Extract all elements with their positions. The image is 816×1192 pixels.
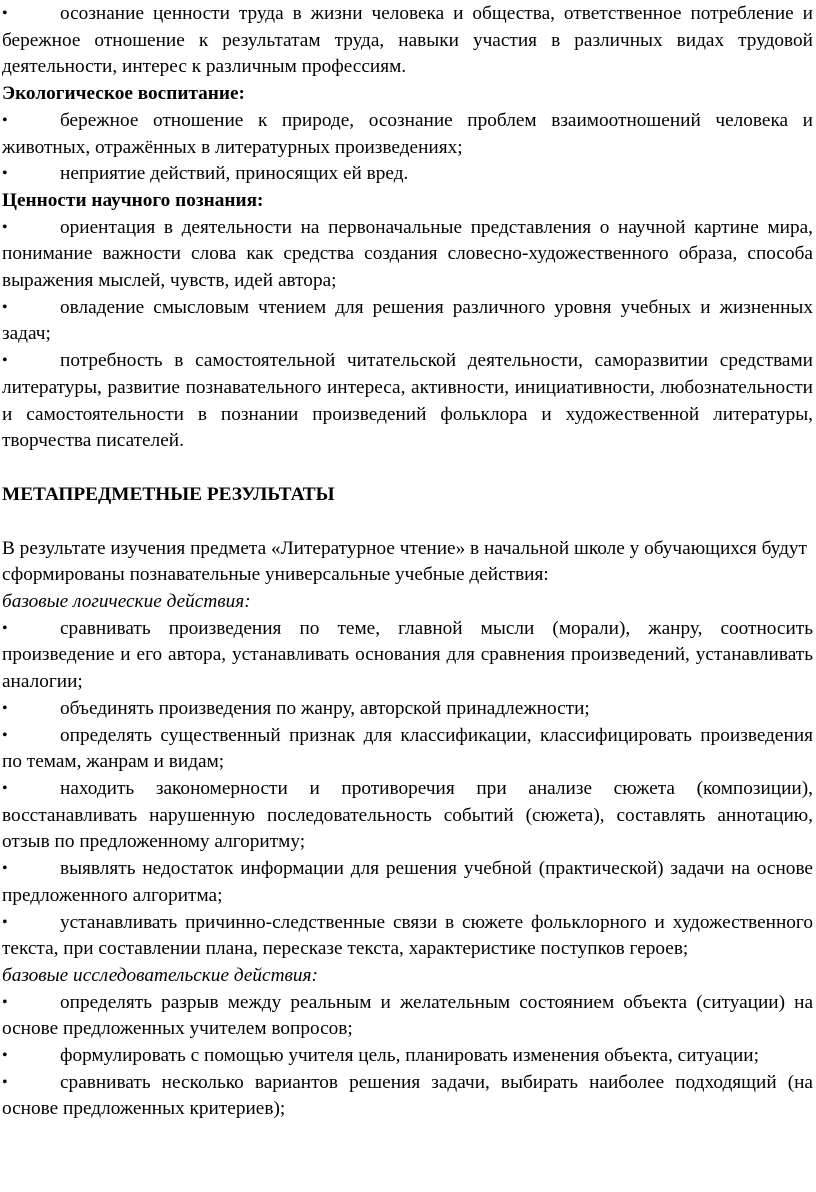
bullet-text: неприятие действий, приносящих ей вред. (60, 163, 409, 185)
bullet-icon: • (2, 1073, 8, 1091)
section-title: МЕТАПРЕДМЕТНЫЕ РЕЗУЛЬТАТЫ (2, 483, 335, 505)
bullet-icon: • (2, 298, 8, 316)
bullet-icon: • (2, 165, 8, 183)
bullet-item (2, 1043, 813, 1070)
bullet-text: устанавливать причинно-следственные связи в сюжете фольклорного и художественного текста, при составлении плана, пересказе текста, характеристике поступков героев; (2, 911, 813, 960)
bullet-item (2, 856, 813, 909)
bullet-item (2, 616, 813, 696)
bullet-item (2, 161, 813, 188)
bullet-text: бережное отношение к природе, осознание проблем взаимоотношений человека и животных, отражённых в литературных произведениях; (2, 109, 813, 158)
bullet-icon: • (2, 1047, 8, 1065)
subheading: Экологическое воспитание: (2, 83, 245, 105)
bullet-text: объединять произведения по жанру, авторской принадлежности; (60, 697, 590, 719)
bullet-icon: • (2, 5, 8, 22)
bullet-text: сравнивать несколько вариантов решения задачи, выбирать наиболее подходящий (на основе предложенных критериев); (2, 1071, 813, 1120)
bullet-icon: • (2, 619, 8, 637)
bullet-icon: • (2, 699, 8, 717)
bullet-icon: • (2, 779, 8, 797)
subheading: Ценности научного познания: (2, 189, 264, 211)
bullet-text: ориентация в деятельности на первоначальные представления о научной картине мира, понимание важности слова как средства создания словесно-художественного образа, способа выражения мыслей, чувств, идей автора; (2, 216, 813, 292)
paragraph: В результате изучения предмета «Литературное чтение» в начальной школе у обучающихся будут сформированы познавательные универсальные учебные действия: (2, 537, 807, 586)
bullet-item (2, 723, 813, 776)
bullet-icon: • (2, 860, 8, 878)
bullet-text: определять существенный признак для классификации, классифицировать произведения по темам, жанрам и видам; (2, 724, 813, 773)
bullet-icon: • (2, 352, 8, 370)
bullet-item (2, 910, 813, 963)
bullet-item (2, 348, 813, 455)
bullet-item (2, 1070, 813, 1123)
bullet-text: выявлять недостаток информации для решения учебной (практической) задачи на основе предложенного алгоритма; (2, 858, 813, 906)
bullet-icon: • (2, 913, 8, 931)
italic-subheading: базовые исследовательские действия: (2, 964, 318, 986)
bullet-text: овладение смысловым чтением для решения различного уровня учебных и жизненных задач; (2, 296, 813, 345)
bullet-item (2, 990, 813, 1043)
bullet-text: находить закономерности и противоречия при анализе сюжета (композиции), восстанавливать нарушенную последовательность событий (сюжета), составлять аннотацию, отзыв по предложенному алгоритму; (2, 777, 813, 853)
bullet-icon: • (2, 726, 8, 744)
bullet-text: сравнивать произведения по теме, главной мысли (морали), жанру, соотносить произведение и его автора, устанавливать основания для сравнения произведений, устанавливать аналогии; (2, 617, 813, 693)
italic-subheading: базовые логические действия: (2, 591, 251, 613)
bullet-text: формулировать с помощью учителя цель, планировать изменения объекта, ситуации; (60, 1045, 759, 1067)
bullet-icon: • (2, 993, 8, 1011)
bullet-item (2, 696, 813, 723)
bullet-item (2, 215, 813, 295)
bullet-item (2, 295, 813, 348)
bullet-icon: • (2, 218, 8, 236)
bullet-text: потребность в самостоятельной читательской деятельности, саморазвитии средствами литературы, развитие познавательного интереса, активности, инициативности, любознательности и самостоятельности в познании произведений фольклора и художественной литературы, творчества писателей. (2, 350, 813, 452)
bullet-item (2, 1, 813, 81)
bullet-item (2, 776, 813, 856)
bullet-icon: • (2, 111, 8, 129)
bullet-item (2, 108, 813, 161)
bullet-text: осознание ценности труда в жизни человека и общества, ответственное потребление и бережное отношение к результатам труда, навыки участия в различных видах трудовой деятельности, интерес к различным профессиям. (2, 3, 813, 78)
bullet-text: определять разрыв между реальным и желательным состоянием объекта (ситуации) на основе предложенных учителем вопросов; (2, 991, 813, 1040)
